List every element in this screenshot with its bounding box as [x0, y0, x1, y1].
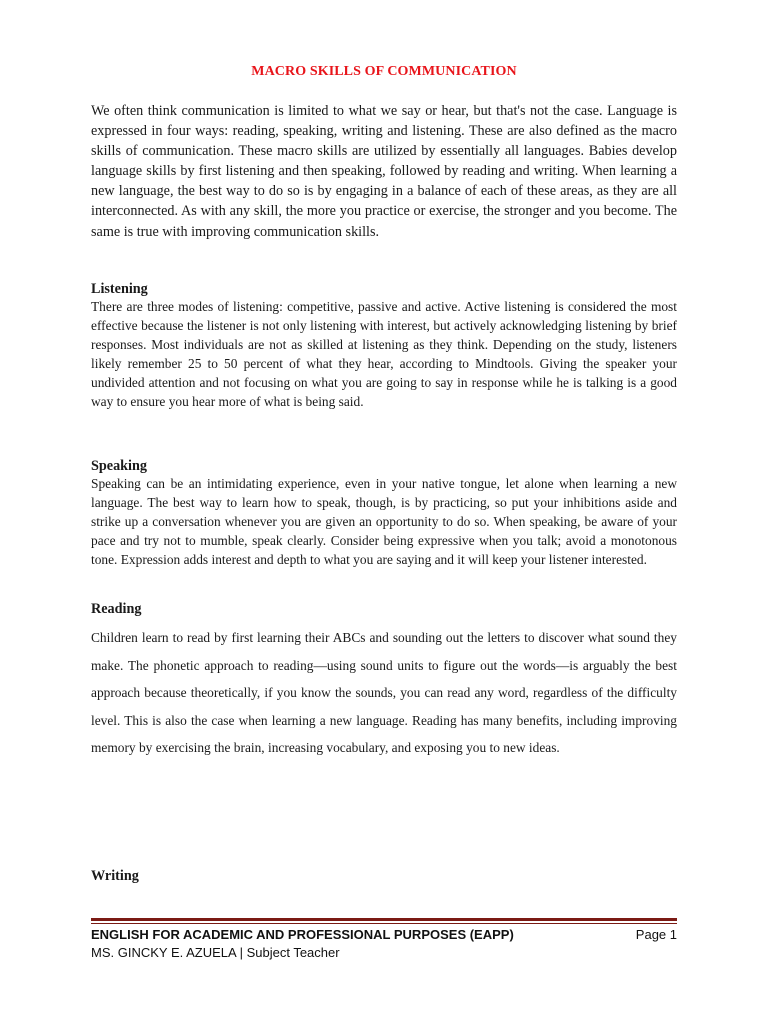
- footer-divider-thin: [91, 923, 677, 924]
- footer-course-line: [91, 927, 677, 942]
- footer-teacher: MS. GINCKY E. AZUELA | Subject Teacher: [91, 945, 340, 960]
- writing-heading: Writing: [91, 868, 139, 884]
- listening-paragraph: There are three modes of listening: competitive, passive and active. Active listening is considered the most effective because the listener is not only listening with interest, but actively acknowledging listening by brief responses. Most individuals are not as skilled at listening as they think. Depending on the study, listeners likely remember 25 to 50 percent of what they hear, according to Mindtools. Giving the speaker your undivided attention and not focusing on what you are going to say in response while he is talking is a good way to ensure you hear more of what is being said.: [91, 299, 677, 409]
- speaking-heading: Speaking: [91, 458, 147, 474]
- intro-paragraph: We often think communication is limited to what we say or hear, but that's not the case. Language is expressed in four ways: reading, speaking, writing and listening. These are also defined as the macro skills of communication. These macro skills are utilized by essentially all languages. Babies develop language skills by first listening and then speaking, followed by reading and writing. When learning a new language, the best way to do so is by engaging in a balance of each of these areas, as they are all interconnected. As with any skill, the more you practice or exercise, the stronger and you become. The same is true with improving communication skills.: [91, 103, 677, 240]
- reading-paragraph: Children learn to read by first learning their ABCs and sounding out the letters to discover what sound they make. The phonetic approach to reading—using sound units to figure out the words—is arguably the best approach because theoretically, if you know the sounds, you can read any word, regardless of the difficulty level. This is also the case when learning a new language. Reading has many benefits, including improving memory by exercising the brain, increasing vocabulary, and exposing you to new ideas.: [91, 630, 677, 755]
- reading-heading: Reading: [91, 601, 142, 617]
- page-title: MACRO SKILLS OF COMMUNICATION: [251, 64, 517, 79]
- speaking-paragraph: Speaking can be an intimidating experience, even in your native tongue, let alone when learning a new language. The best way to learn how to speak, though, is by practicing, so put your inhibitions aside and strike up a conversation whenever you are given an opportunity to do so. When speaking, be aware of your pace and try not to mumble, speak clearly. Consider being expressive when you talk; avoid a monotonous tone. Expression adds interest and depth to what you are saying and it will keep your listener interested.: [91, 476, 677, 567]
- page-number: Page 1: [635, 927, 677, 942]
- footer-divider-thick: [91, 918, 677, 921]
- footer-course-title: ENGLISH FOR ACADEMIC AND PROFESSIONAL PURPOSES (EAPP): [91, 927, 514, 942]
- listening-heading: Listening: [91, 281, 148, 297]
